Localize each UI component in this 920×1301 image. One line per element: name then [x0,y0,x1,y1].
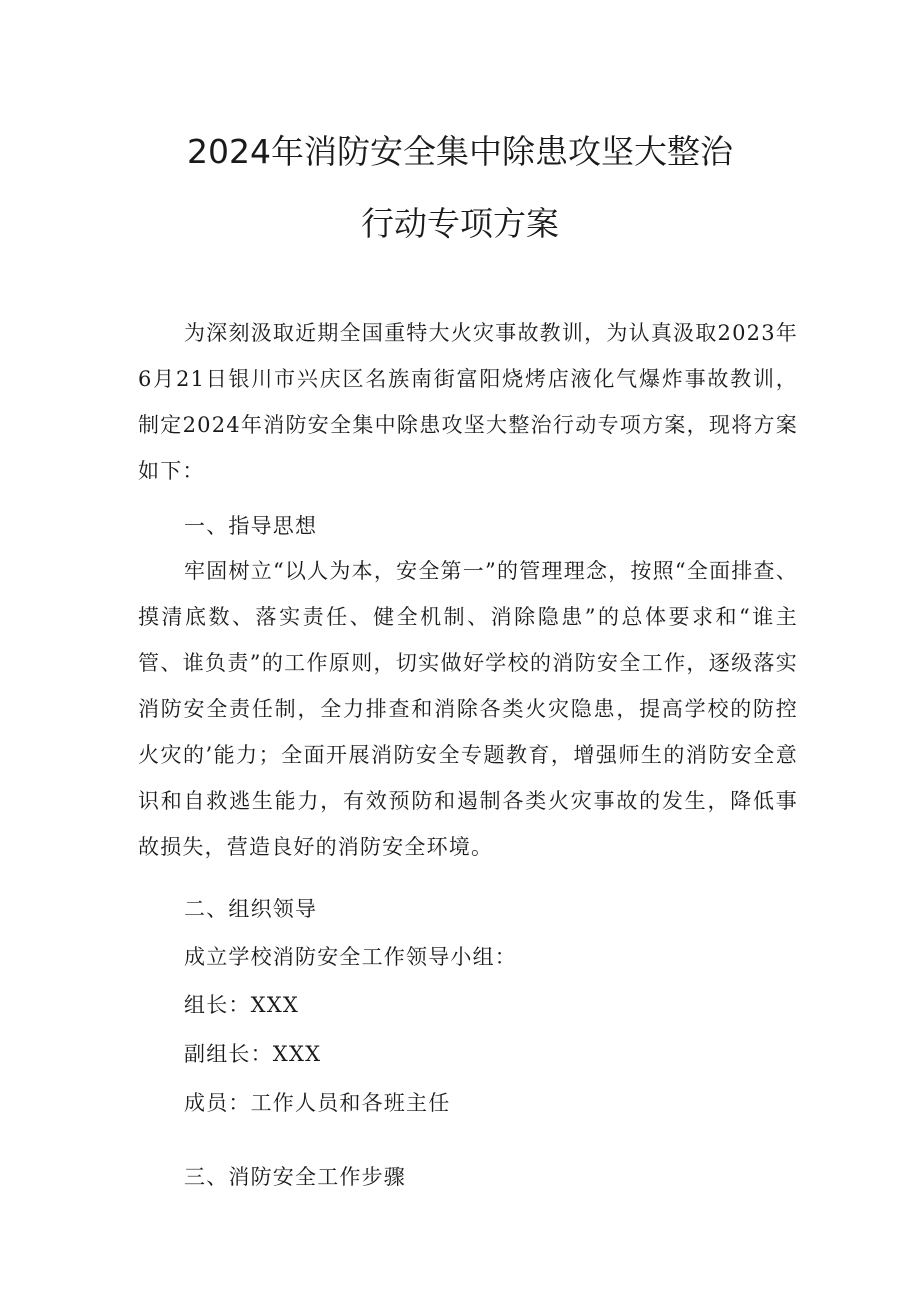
intro-paragraph-block [138,310,798,494]
members-line-block [138,1080,798,1126]
section-1-body-block [138,548,798,870]
leader-line-block [138,982,798,1028]
members-line: 成员：工作人员和各班主任 [184,1091,451,1115]
section-2-heading: 二、组织领导 [184,897,318,921]
leader-line: 组长：XXX [184,993,300,1017]
section-1-heading-block [138,503,798,549]
section-1-body: 牢固树立“以人为本，安全第一”的管理理念，按照“全面排查、摸清底数、落实责任、健全机制、消除隐患”的总体要求和“谁主管、谁负责”的工作原则，切实做好学校的消防安全工作，逐级落实消防安全责任制，全力排查和消除各类火灾隐患，提高学校的防控火灾的’能力；全面开展消防安全专题教育，增强师生的消防安全意识和自救逃生能力，有效预防和遏制各类火灾事故的发生，降低事故损失，营造良好的消防安全环境。 [138,559,798,859]
section-3-heading-block [138,1154,798,1200]
section-2-intro-block [138,934,798,980]
section-3-heading: 三、消防安全工作步骤 [184,1165,406,1189]
deputy-leader-line: 副组长：XXX [184,1042,322,1066]
section-2-intro: 成立学校消防安全工作领导小组： [184,945,517,969]
deputy-leader-line-block [138,1031,798,1077]
document-title-line-2: 行动专项方案 [361,204,559,243]
intro-paragraph: 为深刻汲取近期全国重特大火灾事故教训，为认真汲取2023年6月21日银川市兴庆区名族南街富阳烧烤店液化气爆炸事故教训，制定2024年消防安全集中除患攻坚大整治行动专项方案，现将方案如下： [138,321,798,483]
document-title-line-1: 2024年消防安全集中除患攻坚大整治 [187,132,733,171]
section-2-heading-block [138,886,798,932]
section-1-heading: 一、指导思想 [184,514,318,538]
